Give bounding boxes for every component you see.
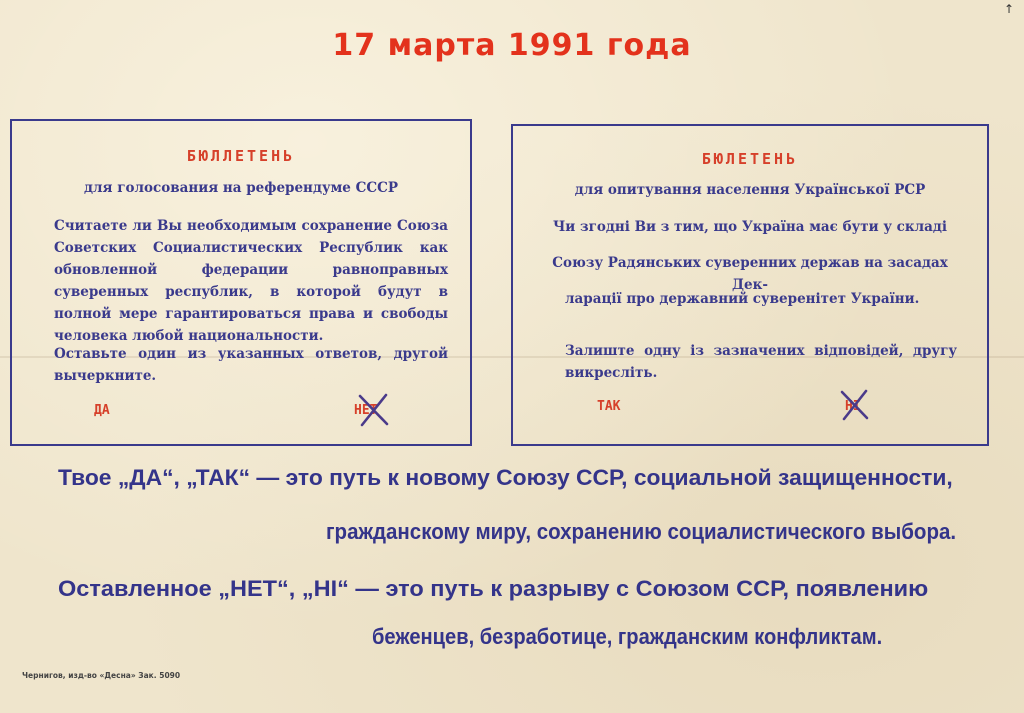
ballot-ussr <box>10 119 472 446</box>
corner-arrow-icon: ↑ <box>1004 2 1015 16</box>
slogan-line: гражданскому миру, сохранению социалистического выбора. <box>326 519 957 544</box>
answer-yes[interactable]: ДА <box>94 403 110 418</box>
ballot-question-line: Чи згодні Ви з тим, що Україна має бути у складі <box>552 219 948 235</box>
ballot-question-line: Союзу Радянських суверенних держав на засадах Дек- <box>552 255 948 293</box>
page-title: 17 марта 1991 года <box>332 28 692 63</box>
slogan-line: беженцев, безработице, гражданским конфликтам. <box>372 624 883 649</box>
answer-yes[interactable]: ТАК <box>597 399 621 414</box>
slogan-line: Оставленное „НЕТ“, „НІ“ — это путь к разрыву с Союзом ССР, появлению <box>58 576 929 601</box>
cross-out-mark-icon <box>837 388 871 422</box>
ballot-ukrssr <box>511 124 989 446</box>
cross-out-mark-icon <box>356 393 390 427</box>
slogan-line: Твое „ДА“, „ТАК“ — это путь к новому Союзу ССР, социальной защищенности, <box>58 465 953 490</box>
ballot-instruction: Залиште одну із зазначених відповідей, другу викресліть. <box>565 343 957 381</box>
answer-no[interactable]: НІ <box>845 399 861 414</box>
ballot-title: БЮЛЛЕТЕНЬ <box>186 147 296 165</box>
ballot-question-line: ларації про державний суверенітет України. <box>565 291 920 307</box>
ballot-subtitle: для опитування населення Української РСР <box>574 182 926 198</box>
ballot-subtitle: для голосования на референдуме СССР <box>84 180 398 196</box>
ballot-instruction: Оставьте один из указанных ответов, другой вычеркните. <box>54 346 448 384</box>
answer-no[interactable]: НЕТ <box>354 403 378 418</box>
ballot-title: БЮЛЕТЕНЬ <box>701 150 799 168</box>
ballot-question: Считаете ли Вы необходимым сохранение Союза Советских Социалистических Республик как обновленной федерации равноправных суверенных республик, в которой будут в полной мере гарантироваться права и свободы человека любой национальности. <box>54 218 448 344</box>
printer-imprint: Чернигов, изд-во «Десна» Зак. 5090 <box>22 671 181 680</box>
